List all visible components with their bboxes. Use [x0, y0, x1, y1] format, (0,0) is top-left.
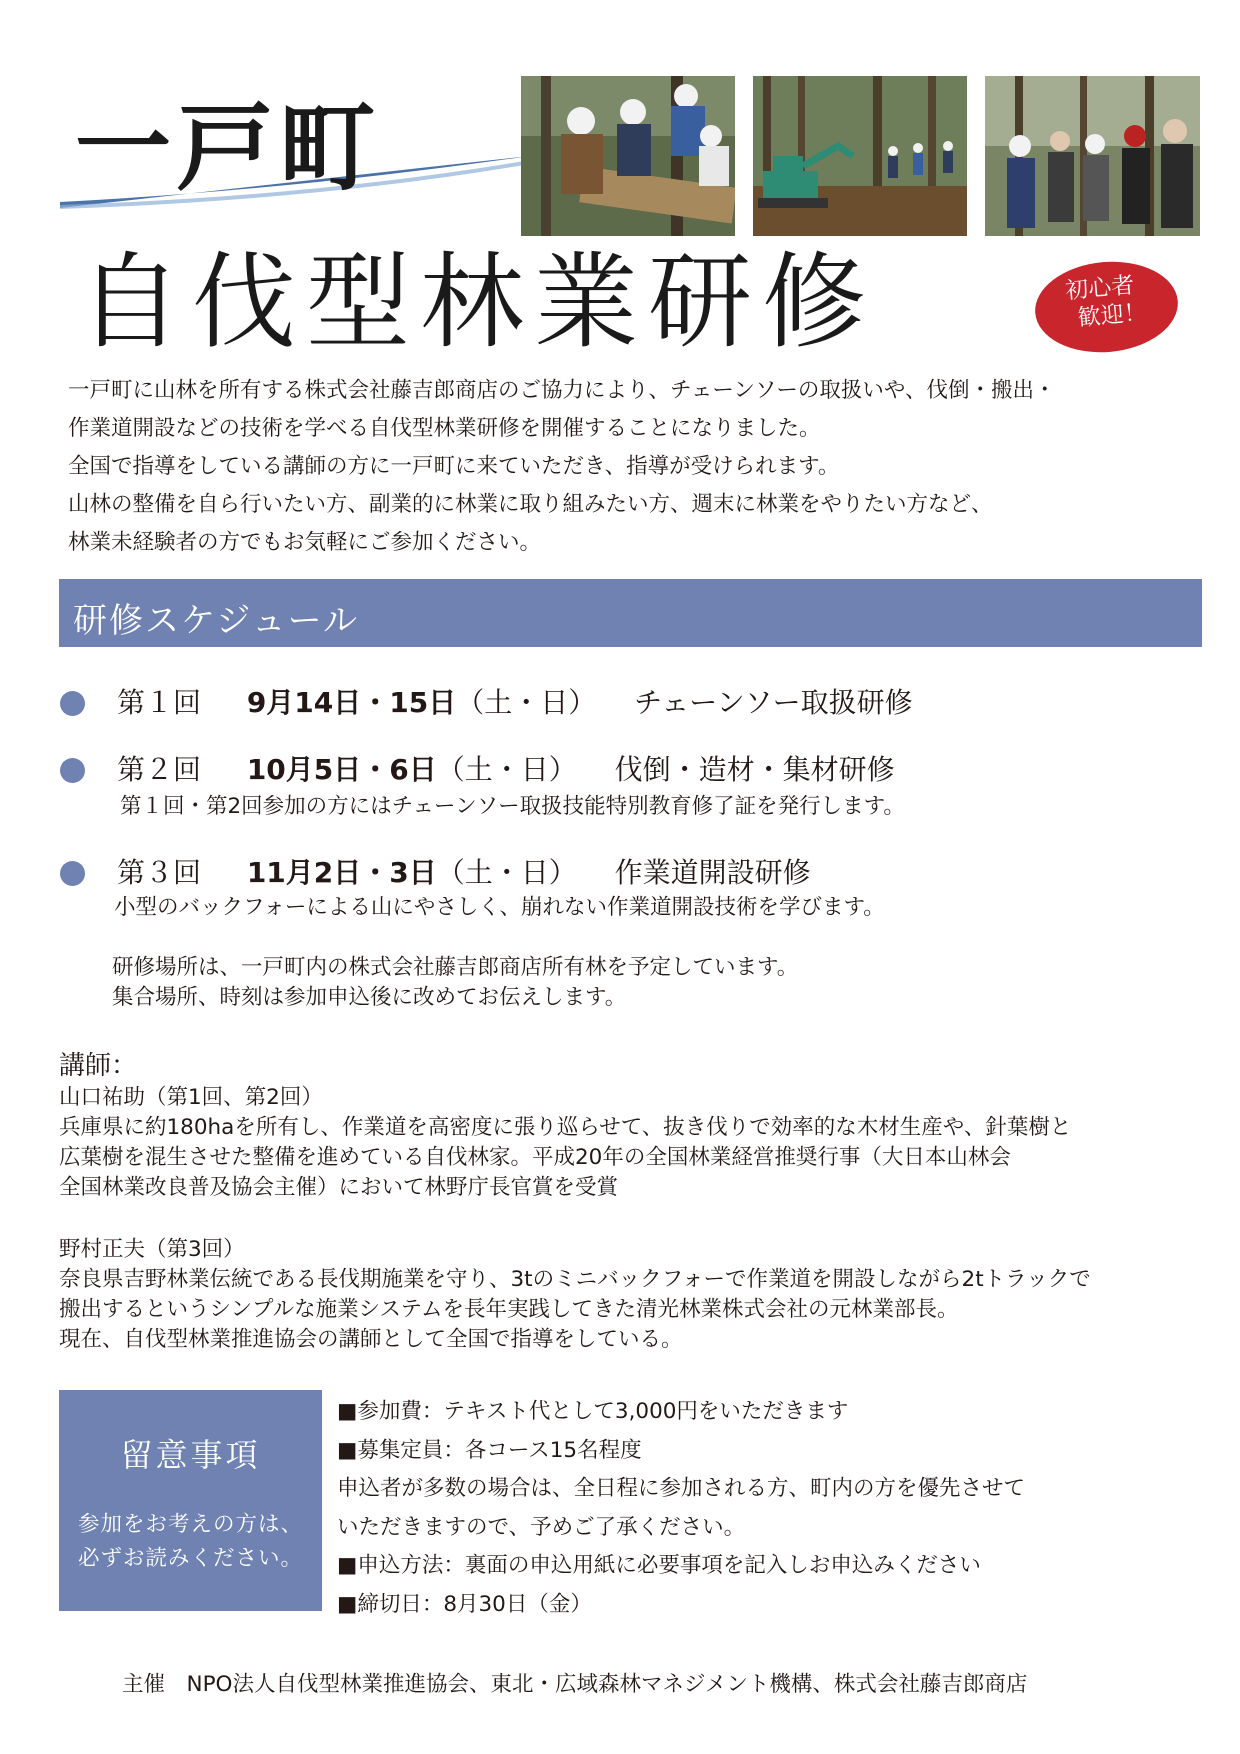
notes-subtitle — [59, 1508, 322, 1576]
session-3-note: 小型のバックフォーによる山にやさしく、崩れない作業道開設技術を学びます。 — [114, 895, 885, 920]
session-title: 伐倒・造材・集材研修 — [614, 753, 895, 786]
session-1-line — [117, 686, 913, 719]
session-date: 10月5日・6日 — [246, 753, 437, 786]
excavator-site-photo — [753, 76, 967, 236]
bullet-icon — [60, 861, 85, 886]
session-label: 第２回 — [117, 753, 202, 786]
notes-list — [337, 1393, 1025, 1624]
page-title: 自伐型林業研修 — [78, 241, 877, 363]
intro-paragraph — [68, 372, 1188, 562]
session-label: 第３回 — [117, 856, 202, 889]
instructor-bio-line: 全国林業改良普及協会主催）において林野庁長官賞を受賞 — [59, 1175, 619, 1200]
intro-line: 一戸町に山林を所有する株式会社藤吉郎商店のご協力により、チェーンソーの取扱いや、伐倒・搬出・ — [68, 378, 1056, 403]
notes-item: ■募集定員：各コース15名程度 — [337, 1437, 642, 1463]
group-forest-photo — [985, 76, 1200, 236]
notes-item: 申込者が多数の場合は、全日程に参加される方、町内の方を優先させて — [337, 1476, 1026, 1501]
instructor-bio-line: 搬出するというシンプルな施業システムを長年実践してきた清光林業株式会社の元林業部長。 — [59, 1297, 959, 1322]
location-note: 研修場所は、一戸町内の株式会社藤吉郎商店所有林を予定しています。 — [112, 955, 799, 980]
chainsaw-training-photo — [521, 76, 735, 236]
instructor-bio-line: 奈良県吉野林業伝統である長伐期施業を守り、3tのミニバックフォーで作業道を開設しながら2tトラックで — [59, 1267, 1091, 1292]
instructor-bio-line: 現在、自伐型林業推進協会の講師として全国で指導をしている。 — [59, 1327, 683, 1352]
notes-item: ■申込方法：裏面の申込用紙に必要事項を記入しお申込みください — [337, 1553, 981, 1578]
session-2-note: 第１回・第2回参加の方にはチェーンソー取扱技能特別教育修了証を発行します。 — [120, 794, 905, 819]
intro-line: 全国で指導をしている講師の方に一戸町に来ていただき、指導が受けられます。 — [68, 454, 840, 479]
intro-line: 山林の整備を自ら行いたい方、副業的に林業に取り組みたい方、週末に林業をやりたい方など、 — [68, 492, 993, 517]
sponsor-line: 主催 NPO法人自伐型林業推進協会、東北・広域森林マネジメント機構、株式会社藤吉郎商店 — [122, 1672, 1028, 1697]
notes-subtitle-line: 必ずお読みください。 — [77, 1546, 303, 1571]
notes-box — [59, 1390, 322, 1611]
session-title: チェーンソー取扱研修 — [634, 686, 913, 719]
intro-line: 作業道開設などの技術を学べる自伐型林業研修を開催することになりました。 — [68, 416, 821, 441]
notes-title: 留意事項 — [120, 1436, 261, 1474]
instructor-name: 山口祐助（第1回、第2回） — [59, 1085, 323, 1110]
instructor-name: 野村正夫（第3回） — [59, 1237, 245, 1262]
schedule-section-header — [59, 579, 1202, 647]
session-days: （土・日） — [436, 856, 577, 889]
instructor-bio-line: 広葉樹を混生させた整備を進めている自伐林家。平成20年の全国林業経営推奨行事（大日本山林会 — [59, 1145, 1011, 1170]
bullet-icon — [60, 758, 85, 783]
session-days: （土・日） — [456, 686, 597, 719]
badge-line-2: 歓迎！ — [1076, 299, 1148, 332]
notes-item: ■締切日：8月30日（金） — [337, 1591, 592, 1617]
bullet-icon — [60, 691, 85, 716]
session-date: 11月2日・3日 — [246, 856, 437, 889]
beginners-welcome-badge — [1031, 256, 1181, 358]
session-date: 9月14日・15日 — [246, 686, 457, 719]
location-note: 集合場所、時刻は参加申込後に改めてお伝えします。 — [112, 985, 627, 1010]
instructors-heading: 講師： — [59, 1051, 138, 1081]
intro-line: 林業未経験者の方でもお気軽にご参加ください。 — [68, 530, 542, 555]
notes-item: いただきますので、予めご了承ください。 — [337, 1514, 746, 1540]
notes-subtitle-line: 参加をお考えの方は、 — [77, 1512, 303, 1537]
instructor-bio-line: 兵庫県に約180haを所有し、作業道を高密度に張り巡らせて、抜き伐りで効率的な木材生産や、針葉樹と — [59, 1115, 1072, 1140]
notes-item: ■参加費：テキスト代として3,000円をいただきます — [337, 1399, 849, 1424]
session-days: （土・日） — [436, 753, 577, 786]
session-2-line — [117, 753, 895, 786]
session-label: 第１回 — [117, 686, 202, 719]
session-title: 作業道開設研修 — [614, 856, 811, 889]
town-title: 一戸町 — [75, 92, 381, 204]
badge-line-1: 初心者 — [1064, 272, 1136, 305]
session-3-line — [117, 856, 811, 889]
schedule-heading: 研修スケジュール — [73, 601, 359, 641]
